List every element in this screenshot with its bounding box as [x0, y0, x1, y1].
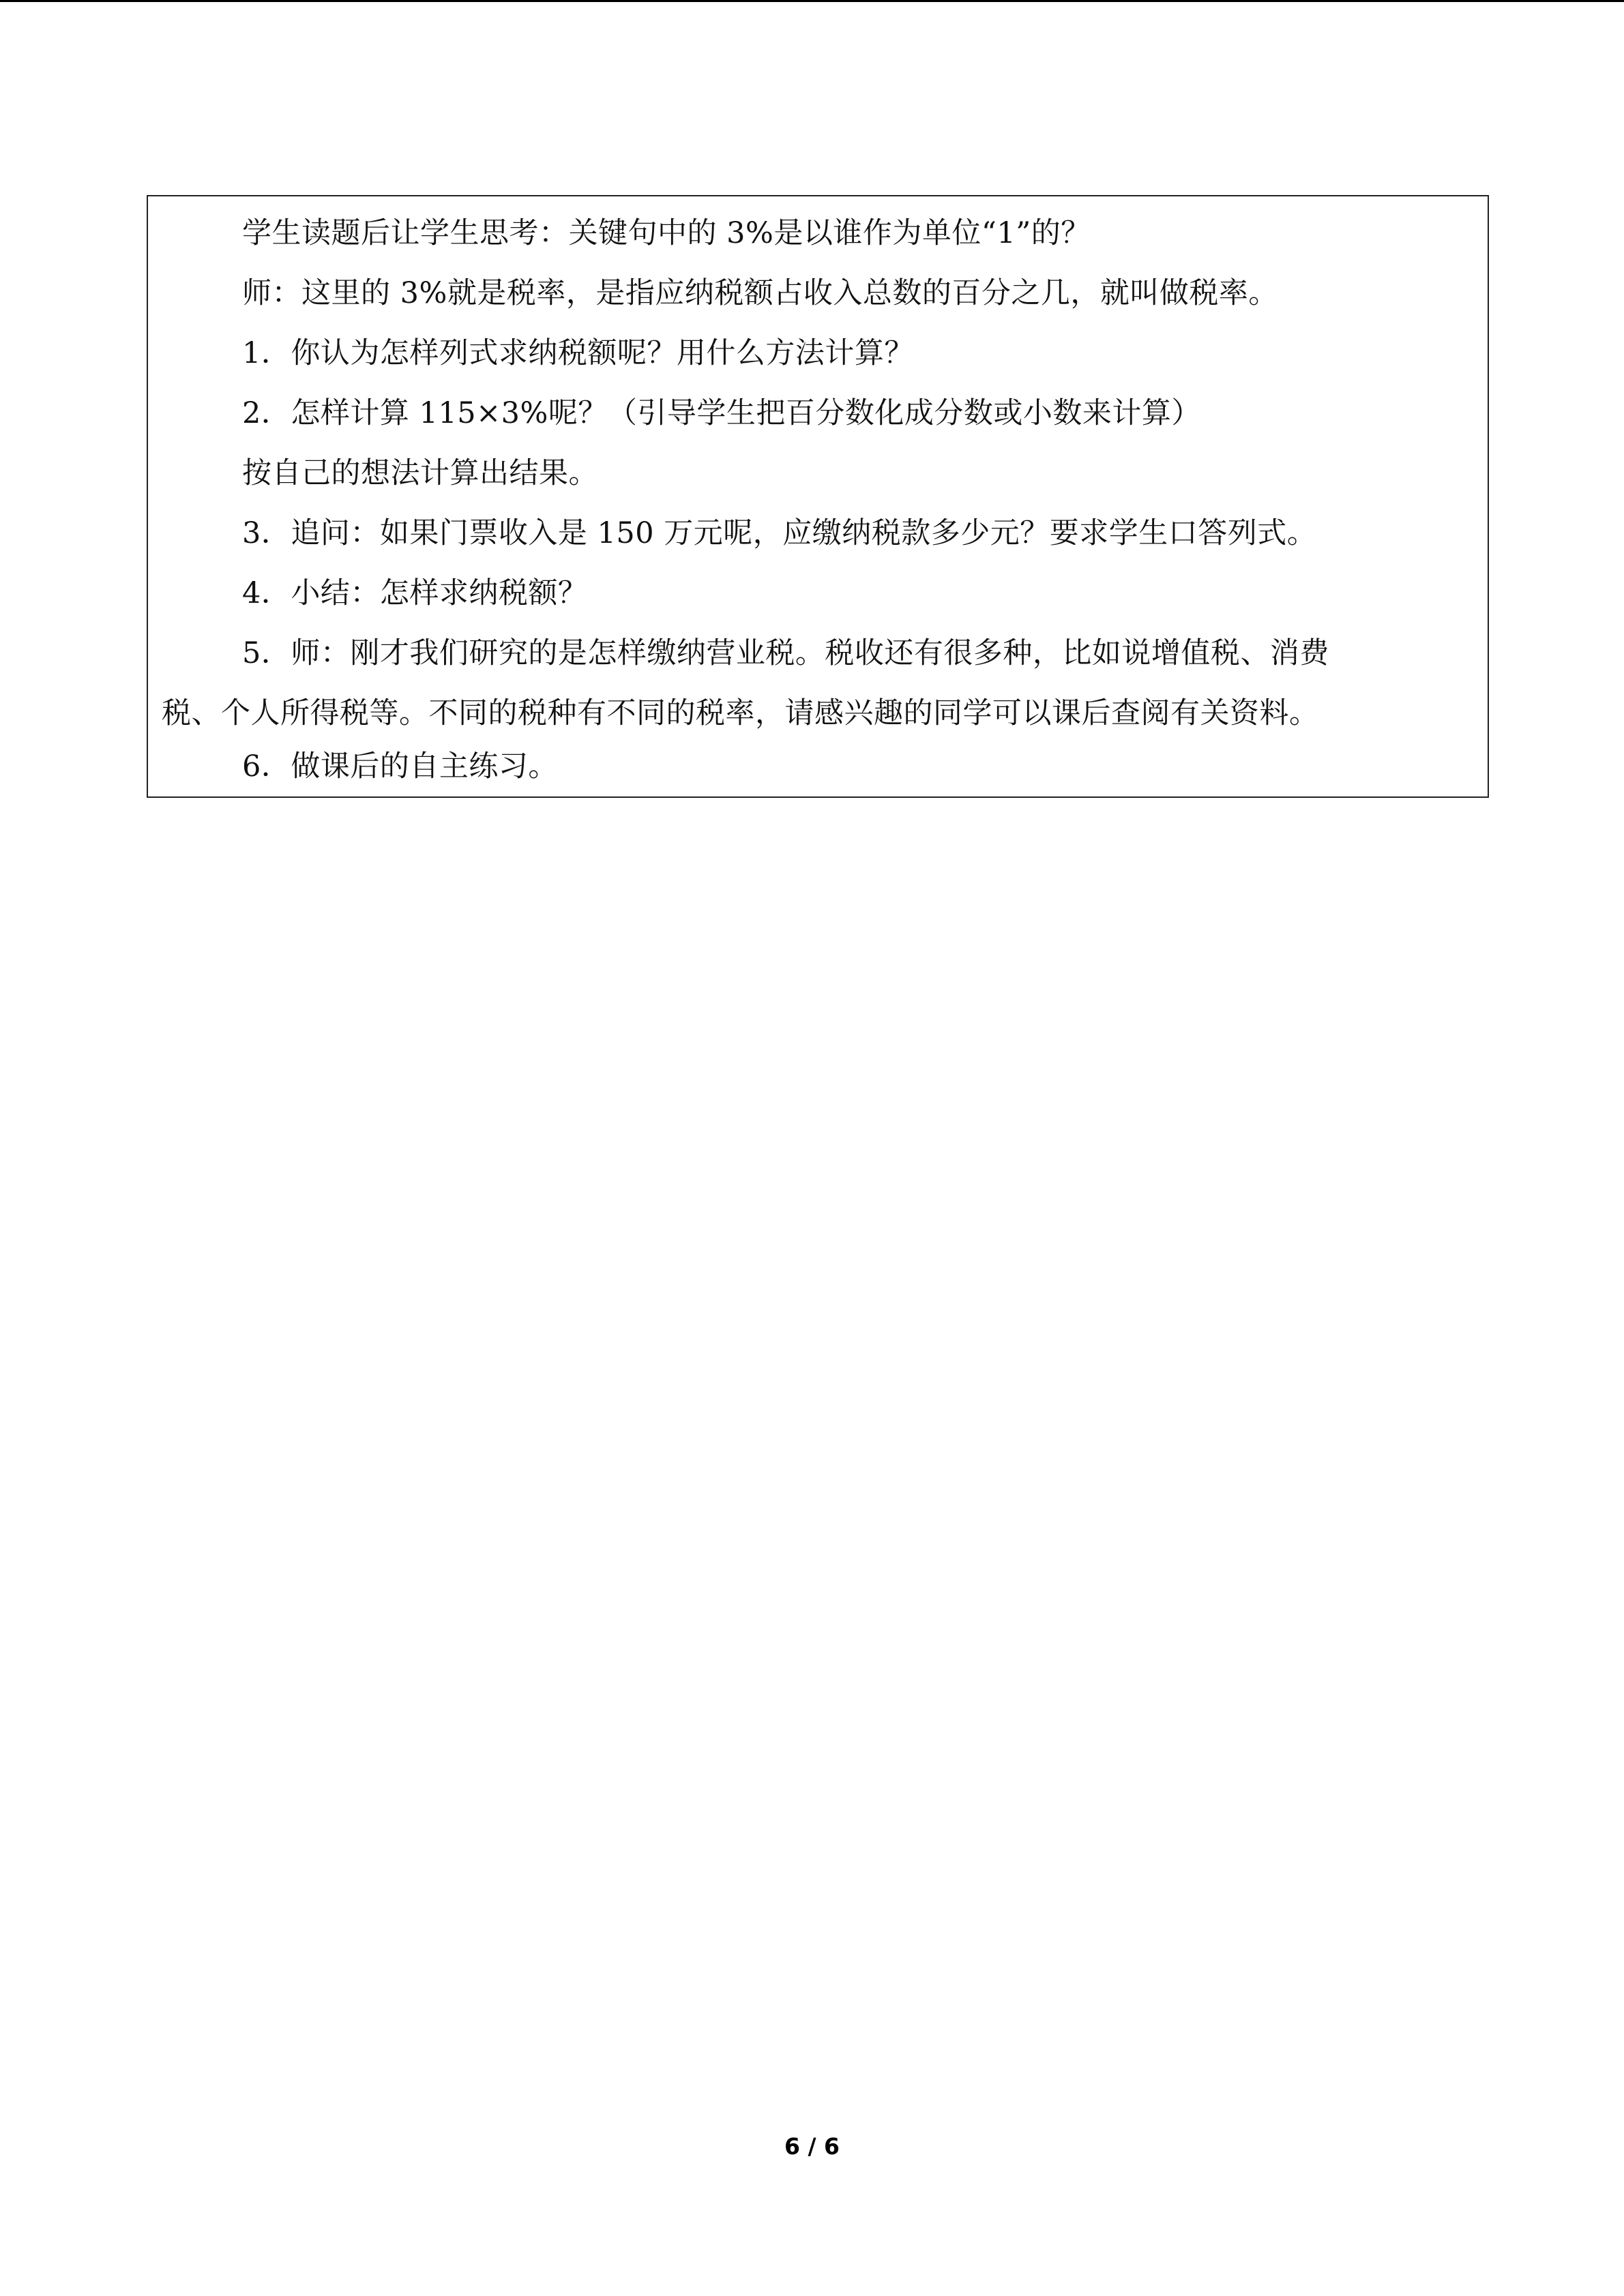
- line-7: 4．小结：怎样求纳税额？: [242, 576, 588, 610]
- line-4: 2．怎样计算 115×3%呢？（引导学生把百分数化成分数或小数来计算）: [242, 396, 1201, 430]
- line-10: 6．做课后的自主练习。: [242, 749, 558, 784]
- line-3: 1．你认为怎样列式求纳税额呢？用什么方法计算？: [242, 336, 914, 370]
- page-number: 6 / 6: [784, 2133, 840, 2160]
- line-5: 按自己的想法计算出结果。: [242, 456, 598, 490]
- line-6: 3．追问：如果门票收入是 150 万元呢，应缴纳税款多少元？要求学生口答列式。: [242, 516, 1317, 550]
- lesson-content-box: [147, 195, 1489, 798]
- line-1: 学生读题后让学生思考：关键句中的 3%是以谁作为单位“1”的？: [242, 216, 1091, 250]
- line-9: 税、个人所得税等。不同的税种有不同的税率，请感兴趣的同学可以课后查阅有关资料。: [162, 696, 1319, 730]
- page-top-border: [0, 0, 1624, 2]
- line-8: 5．师：刚才我们研究的是怎样缴纳营业税。税收还有很多种，比如说增值税、消费: [242, 636, 1329, 670]
- line-2: 师：这里的 3%就是税率，是指应纳税额占收入总数的百分之几，就叫做税率。: [242, 276, 1278, 310]
